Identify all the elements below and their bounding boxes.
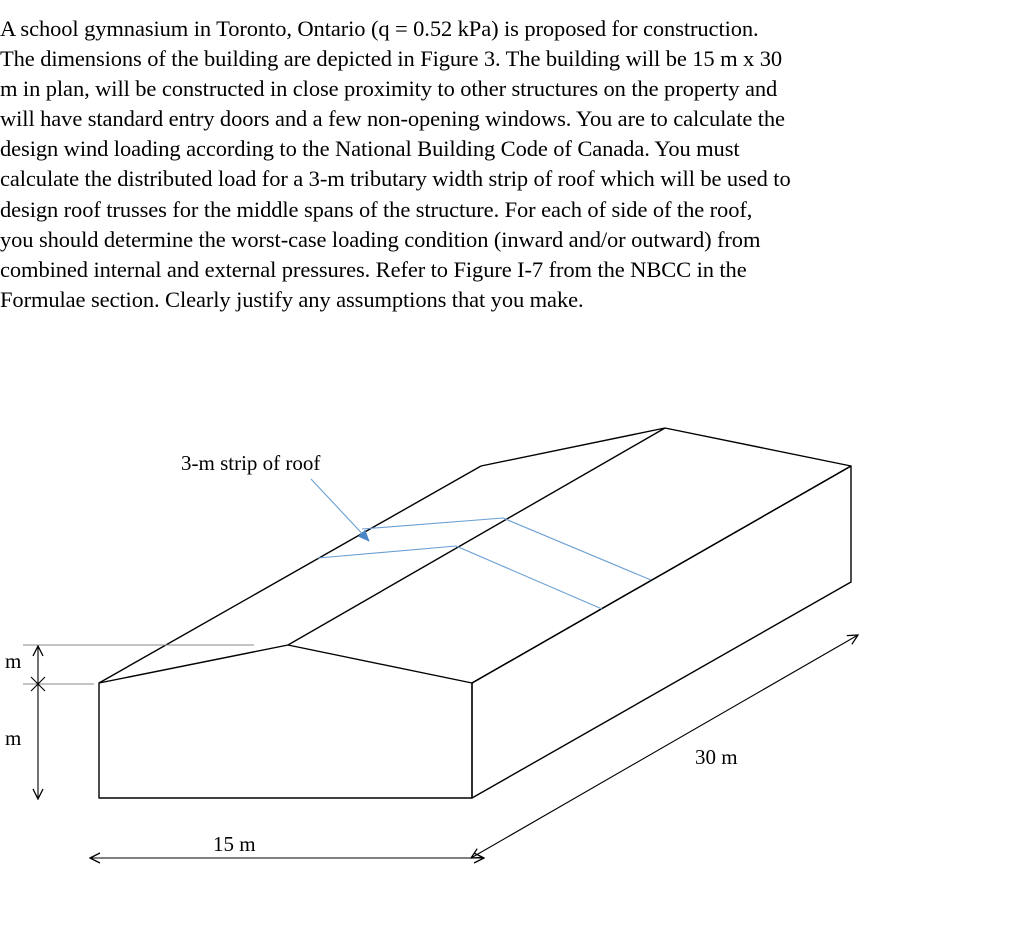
front-gable-wall (99, 645, 472, 798)
left-eave-line (99, 466, 481, 683)
length-label: 30 m (695, 745, 738, 769)
strip-left-lower (318, 546, 456, 558)
problem-line: Formulae section. Clearly justify any assumptions that you make. (0, 286, 584, 312)
problem-line: The dimensions of the building are depicted in Figure 3. The building will be 15 m x 30 (0, 46, 783, 72)
strip-right-lower (456, 546, 602, 609)
roof-height-label: m (5, 649, 22, 673)
length-dimension-arrow (471, 635, 858, 858)
problem-line: m in plan, will be constructed in close proximity to other structures on the property and (0, 76, 778, 102)
wall-height-label: m (5, 726, 22, 750)
problem-line: design wind loading according to the National Building Code of Canada. You must (0, 136, 740, 162)
ridge-line (288, 428, 665, 645)
problem-line: design roof trusses for the middle spans of the structure. For each of side of the roof, (0, 196, 753, 222)
right-eave-line (472, 466, 851, 683)
strip-left-upper (362, 518, 503, 529)
strip-pointer-arrow (311, 479, 369, 541)
problem-line: A school gymnasium in Toronto, Ontario (q = 0.52 kPa) is proposed for construction. (0, 16, 759, 41)
width-label: 15 m (213, 832, 256, 856)
building-outline (99, 428, 851, 798)
problem-line: you should determine the worst-case loading condition (inward and/or outward) from (0, 226, 761, 252)
strip-right-upper (503, 518, 651, 580)
problem-line: calculate the distributed load for a 3-m tributary width strip of roof which will be used to (0, 166, 791, 192)
problem-line: combined internal and external pressures. Refer to Figure I-7 from the NBCC in the (0, 256, 747, 282)
problem-line: will have standard entry doors and a few non-opening windows. You are to calculate the (0, 106, 785, 132)
roof-strip-label: 3-m strip of roof (181, 451, 321, 475)
height-dimensions (23, 645, 254, 799)
back-gable-right (665, 428, 851, 466)
back-gable-left (481, 428, 665, 466)
